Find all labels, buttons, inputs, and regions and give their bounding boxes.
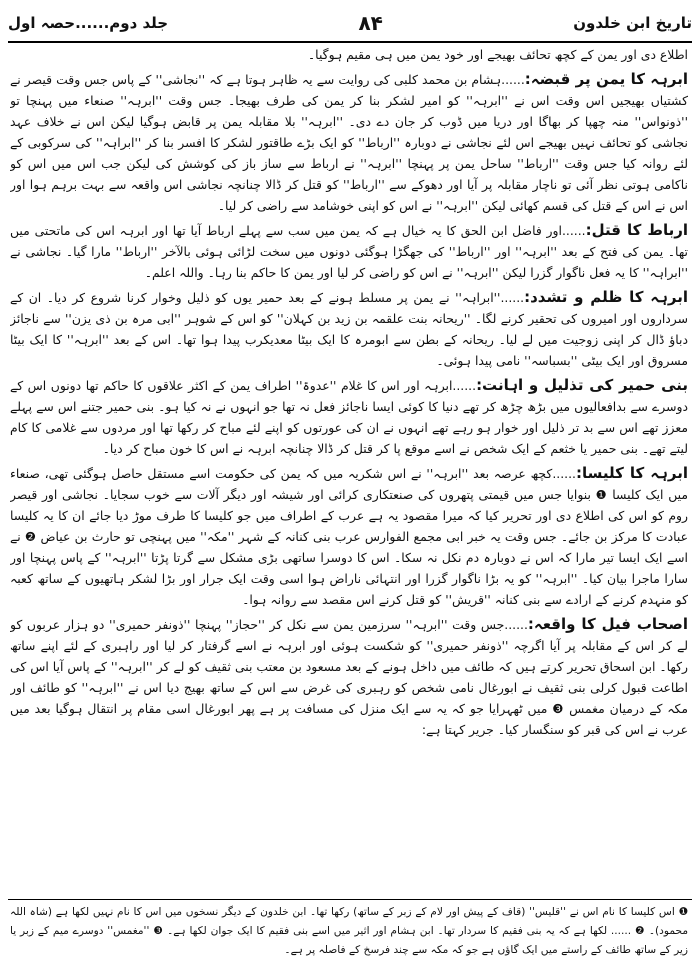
section-heading: ارباط کا قتل: [585, 221, 688, 239]
section-heading: ابرہہ کا یمن پر قبضہ: [524, 70, 688, 88]
paragraph [10, 44, 688, 65]
book-title: تاریخ ابن خلدون [573, 14, 692, 32]
section-heading: اصحاب فیل کا واقعہ: [527, 615, 688, 633]
footnotes: ❶ اس کلیسا کا نام اس نے ''قلیس'' (قاف کے پیش اور لام کے زبر کے ساتھ) رکھا تھا۔ ابن خلدون کے دیگر نسخوں میں اس کا نام نہیں لکھا ہے (شاہ اللہ محمود)۔ ❷ ...... لکھا ہے کہ یہ بنی فقیم کا سردار تھا۔ ابن ہشام اور اثیر میں اسے بنی فقیم کا ایک جوان لکھا ہے۔ ❸ ''مغمس'' دوسرے میم کے زبر یا زیر کے ساتھ طائف کے راستے میں ایک گاؤں ہے جو کہ مکہ سے چند فرسخ کے فاصلہ پر ہے۔ [10, 906, 688, 956]
section-heading: بنی حمیر کی تذلیل و اہانت: [476, 376, 688, 394]
paragraph [10, 614, 688, 740]
paragraph [10, 463, 688, 610]
footnote-rule [8, 899, 692, 900]
paragraph-text: ......ابرہہ اور اس کا غلام ''عدوۃ'' اطراف یمن کے اکثر علاقوں کا حاکم تھا دونوں اس کے دوسرے سے بدافعالیوں میں بڑھ چڑھ کر تھے دنیا کا کوئی ایسا ناجائز فعل نہ تھا جو انہوں نے نہ کیا ہو۔ بنی حمیر جتنے اس سے پہلے معزز تھے اس سے بد تر ذلیل اور خوار ہو رہے تھے انہوں نے ان کی عورتوں کو اپنے لئے مباح کر رکھا تھا اور مردوں سے غلامی کا کام لیتے تھے۔ بنی حمیر یا خثعم کے ایک شخص نے اسے موقع پا کر قتل کر ڈالا چنانچہ ابرہہ نے اس کا خون مباح کر دیا۔ [10, 378, 688, 456]
paragraph-text: ......کچھ عرصہ بعد ''ابرہہ'' نے اس شکریہ میں کہ یمن کی حکومت اسے مستقل حاصل ہوگئی تھی، صنعاء میں ایک کلیسا ❶ بنوایا جس میں قیمتی پتھروں کی صنعتکاری کرائی اور شیشہ اور دیگر آلات سے خوب سجایا۔ نجاشی اور قیصر روم کو اس کی اطلاع دی اور تحریر کیا کہ میرا مقصود یہ ہے عرب کے اطراف میں جو کلیسا کا طرف موڑ دیا جائے ان کا یہ کلیسا عبادت کا مرکز بن جائے۔ جس وقت یہ خبر ابی مجمع الفوارس عرب بنی کنانہ کے شہر ''مکہ'' میں پہنچی تو حارث بن عیاض ❷ نے اسے ایک ایسا تیر مارا کہ اس نے دوبارہ دم نکل نہ سکا۔ اس کا دوسرا ساتھی بڑی مشکل سے گرتا پڑتا ''ابرہہ'' کے پاس پہنچا اور سارا ماجرا بیان کیا۔ ''ابرہہ'' کو یہ بڑا ناگوار گزرا اور انتہائی ناراض ہوا اسی وقت ایک جرار اور بڑا لشکر ہاتھیوں کے ساتھ کعبہ کو منہدم کرنے کے ارادے سے بنی کنانہ ''قریش'' کو قتل کرنے اس مقصد سے روانہ ہوا۔ [10, 466, 688, 607]
page-header [8, 6, 692, 40]
paragraph-text: ......ہشام بن محمد کلبی کی روایت سے یہ ظاہر ہوتا ہے کہ ''نجاشی'' کے پاس جس وقت قیصر نے کشتیاں بھیجیں اس وقت اس نے ''ابرہہ'' کو امیر لشکر بنا کر یمن کی طرف بھیجا۔ جس وقت ''ابرہہ'' صنعاء میں پہنچا تو ''ذونواس'' منہ چھپا کر بھاگا اور دریا میں ڈوب کر جان دے دی۔ ''ابرہہ'' بلا مقابلہ یمن پر قابض ہوگیا لیکن اس نے خلاف عہد نجاشی کو تحائف نہیں بھیجے اس لئے نجاشی نے دوبارہ ''ارباط'' کو ایک بڑے طاقتور لشکر کا افسر بنا کر ''ابراہہ'' کی سرکوبی کے لئے روانہ کیا جس وقت ''ارباط'' ساحل یمن پر پہنچا ''ابرہہ'' نے ارباط سے ساز باز کی کوشش کی لیکن جب اس میں اس کو ناکامی ہوتی نظر آئی تو ناچار مقابلہ پر آیا اور دھوکے سے ''ارباط'' کو قتل کر ڈالا چنانچہ نجاشی اس واقعہ سے بہت برہم ہوا اور اس نے اس کے قتل کی قسم کھائی لیکن ''ابرہہ'' نے اس کو اپنی خوشامد سے راضی کر لیا۔ [10, 72, 688, 213]
section-heading: ابرہہ کا کلیسا: [575, 464, 688, 482]
paragraph-text: ......''ابراہہ'' نے یمن پر مسلط ہونے کے بعد حمیر یوں کو ذلیل وخوار کرنا شروع کر دیا۔ ان کے سرداروں اور امیروں کی تحقیر کرنے لگا۔ ''ریحانہ بنت علقمہ بن زید بن کہلان'' کو اس کے شوہر ''ابی مرہ بن ذی یزن'' سے ناجائز دباؤ ڈال کر اپنی زوجیت میں لے لیا۔ ریحانہ کے بطن سے ابومرہ کا ایک بیٹا معدیکرب پیدا ہوا تھا۔ اس کے بعد ''ابرہہ'' کا ایک بیٹا مسروق اور ایک بیٹی ''بسباسہ'' نامی پیدا ہوئی۔ [10, 290, 688, 368]
main-text [10, 44, 688, 870]
paragraph [10, 220, 688, 283]
paragraph-text: اطلاع دی اور یمن کے کچھ تحائف بھیجے اور خود یمن میں ہی مقیم ہوگیا۔ [307, 47, 688, 62]
section-heading: ابرہہ کا ظلم و تشدد: [524, 288, 688, 306]
volume-label: جلد دوم......حصہ اول [8, 14, 169, 32]
paragraph [10, 375, 688, 459]
paragraph-text: ......اور فاضل ابن الحق کا یہ خیال ہے کہ یمن میں سب سے پہلے ارباط آیا تھا اور ابرہہ اس کی ماتحتی میں تھا۔ یمن کی فتح کے بعد ''ابرہہ'' اور ''ارباط'' کی جھگڑا ہوگئی دونوں میں سخت لڑائی ہوئی بالآخر ''ارباط'' مارا گیا۔ نجاشی نے ''ابراہہ'' کا یہ فعل ناگوار گزرا لیکن ''ابرہہ'' نے اس کو راضی کر لیا اور یمن کا حاکم بنا رہا۔ واللہ اعلم۔ [10, 223, 688, 280]
header-rule [8, 41, 692, 43]
page-number: ۸۴ [358, 11, 383, 35]
paragraph-text: ......جس وقت ''ابرہہ'' سرزمین یمن سے نکل کر ''حجاز'' پہنچا ''ذونفر حمیری'' دو ہزار عربوں کو لے کر اس کے مقابلہ پر آیا اگرچہ ''ذونفر حمیری'' کو شکست ہوئی اور ابرہہ نے اسے گرفتار کر لیا اور راہبری کے لئے اپنے ساتھ رکھا۔ ابن اسحاق تحریر کرتے ہیں کہ طائف میں داخل ہونے کے بعد مسعود بن معتب بنی ثقیف کو لے کر ''ابرہہ'' کے پاس آیا اس کی اطاعت قبول کرلی بنی ثقیف نے ابورغال نامی شخص کو رہبری کی غرض سے اس کے ساتھ بھیج دیا اس نے ''ابرہہ'' کو طائف اور مکہ کے درمیان مغمس ❸ میں ٹھہرایا جو کہ یہ سے ایک منزل کی مسافت پر ہے پھر ابورغال اسی مقام پر انتقال ہوگیا بعد میں عرب نے اس کی قبر کو سنگسار کیا۔ جریر کہتا ہے: [10, 617, 688, 737]
paragraph [10, 287, 688, 371]
paragraph [10, 69, 688, 216]
